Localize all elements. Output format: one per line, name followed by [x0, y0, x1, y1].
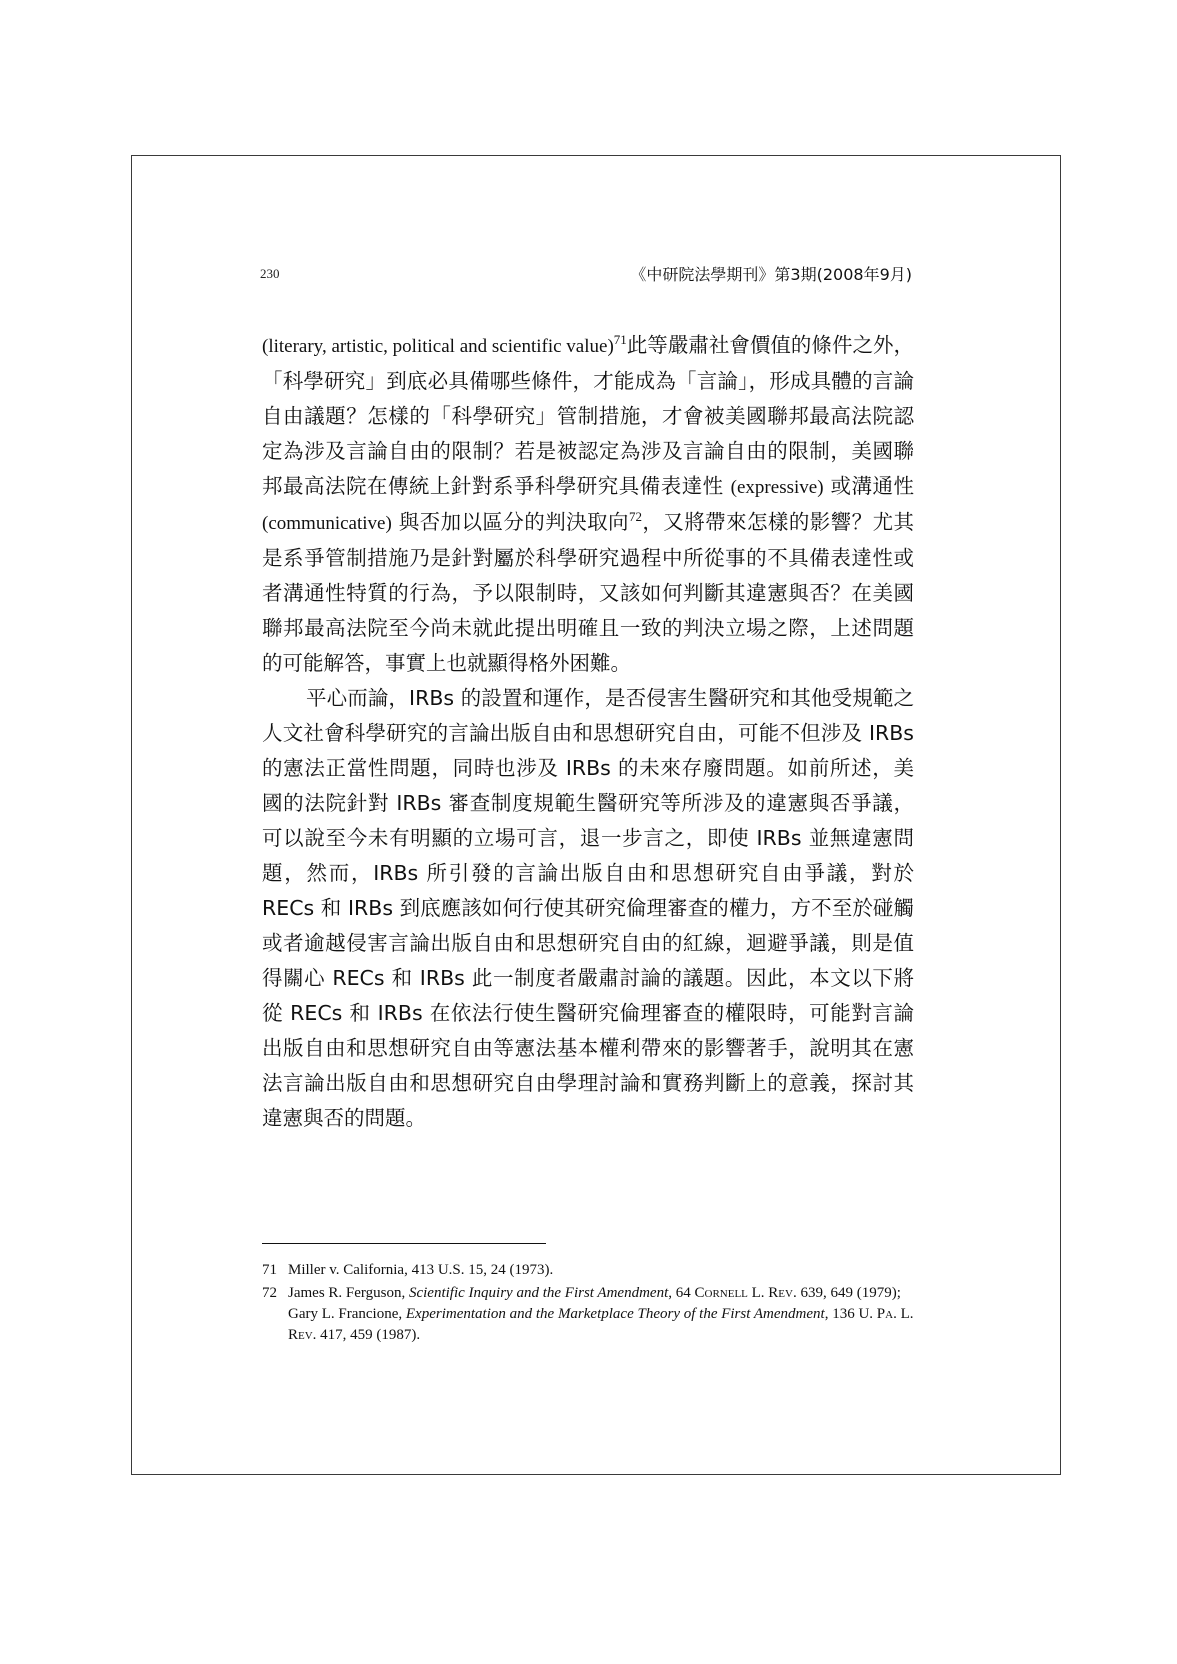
paragraph-1-span: ，又將帶來怎樣的影響？尤其是系爭管制措施乃是針對屬於科學研究過程中所從事的不具備表達性或者溝通性特質的行為，予以限制時，又該如何判斷其違憲與否？在美國聯邦最高法院至今尚未就此提出明確且一致的判決立場之際，上述問題的可能解答，事實上也就顯得格外困難。	[262, 510, 914, 675]
footnote-volume: , 136	[824, 1306, 859, 1322]
paragraph-1-span: (expressive)	[730, 477, 824, 498]
footnote-volume: , 64	[668, 1285, 695, 1301]
footnote-71	[262, 1260, 914, 1281]
running-header: 《中研院法學期刊》第3期(2008年9月)	[630, 265, 912, 284]
body-text	[262, 328, 914, 1136]
paragraph-1-span: 此等嚴肅社會價值的條件之外，「科學研究」到底必具備哪些條件，才能成為「言論」，形成具體的言論自由議題？怎樣的「科學研究」管制措施，才會被美國聯邦最高法院認定為涉及言論自由的限制？若是被認定為涉及言論自由的限制，美國聯邦最高法院在傳統上針對系爭科學研究具備表達性	[262, 333, 914, 498]
footnote-journal: U. Pa. L. Rev.	[288, 1306, 914, 1343]
footnote-ref-72[interactable]: 72	[628, 509, 642, 525]
footnote-article-title: Scientific Inquiry and the First Amendment	[408, 1285, 669, 1301]
footnote-number: 72	[262, 1285, 277, 1301]
paragraph-1-span: 與否加以區分的判決取向	[391, 510, 629, 534]
footnote-article-title: Experimentation and the Marketplace Theory of the First Amendment	[405, 1306, 825, 1322]
paragraph-1	[262, 328, 914, 681]
footnote-ref-71[interactable]: 71	[613, 332, 627, 348]
footnote-72	[262, 1283, 914, 1346]
footnote-text	[288, 1285, 913, 1343]
paragraph-2: 平心而論，IRBs 的設置和運作，是否侵害生醫研究和其他受規範之人文社會科學研究的言論出版自由和思想研究自由，可能不但涉及 IRBs 的憲法正當性問題，同時也涉及 IRBs 的未來存廢問題。如前所述，美國的法院針對 IRBs 審查制度規範生醫研究等所涉及的違憲與否爭議，可以說至今未有明顯的立場可言，退一步言之，即使 IRBs 並無違憲問題，然而，IRBs 所引發的言論出版自由和思想研究自由爭議，對於 RECs 和 IRBs 到底應該如何行使其研究倫理審查的權力，方不至於碰觸或者逾越侵害言論出版自由和思想研究自由的紅線，迴避爭議，則是值得關心 RECs 和 IRBs 此一制度者嚴肅討論的議題。因此，本文以下將從 RECs 和 IRBs 在依法行使生醫研究倫理審查的權限時，可能對言論出版自由和思想研究自由等憲法基本權利帶來的影響著手，說明其在憲法言論出版自由和思想研究自由學理討論和實務判斷上的意義，探討其違憲與否的問題。	[262, 686, 914, 1130]
footnote-journal: Cornell L. Rev.	[694, 1285, 797, 1301]
footnotes	[262, 1260, 914, 1348]
footnote-pages: 417, 459 (1987).	[316, 1327, 421, 1343]
footnote-separator	[262, 1243, 546, 1244]
footnote-author: James R. Ferguson,	[288, 1285, 409, 1301]
page-number: 230	[260, 266, 280, 281]
footnote-number: 71	[262, 1262, 277, 1278]
footnote-pages: 639, 649 (1979); Gary L. Francione,	[288, 1285, 901, 1322]
paragraph-1-span: (literary, artistic, political and scientific value)	[262, 336, 614, 357]
footnote-text: Miller v. California, 413 U.S. 15, 24 (1973).	[288, 1262, 554, 1278]
paragraph-1-span: (communicative)	[262, 513, 392, 534]
paragraph-1-span: 或溝通性	[823, 474, 914, 498]
